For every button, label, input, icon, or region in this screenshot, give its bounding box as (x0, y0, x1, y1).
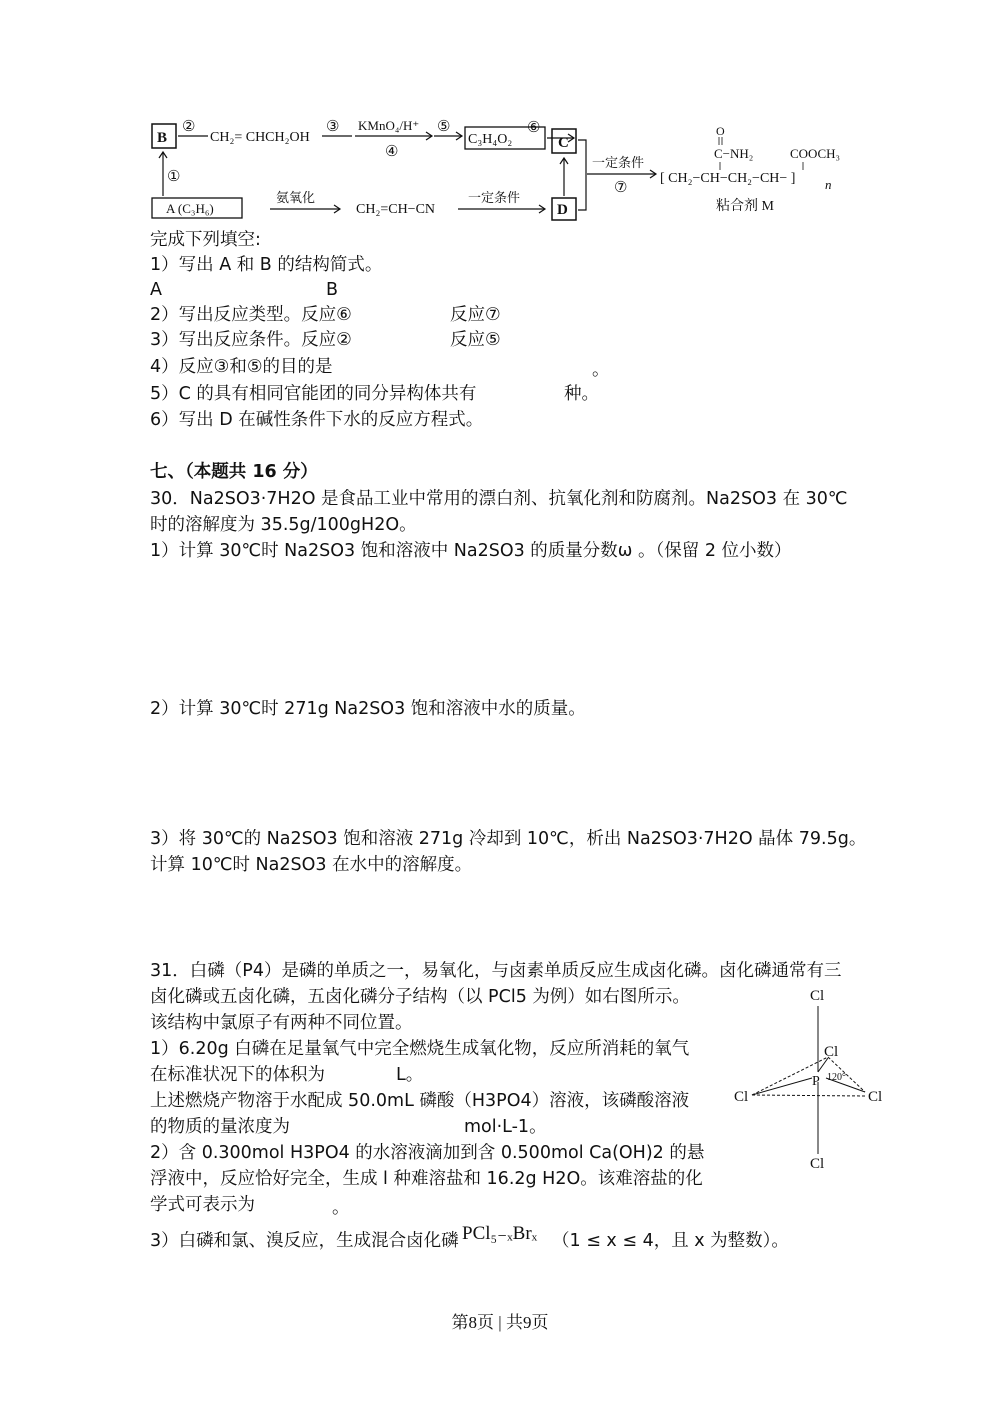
arrow-7-label: ⑦ (614, 180, 628, 196)
section-heading: 七、（本题共 16 分） (150, 462, 318, 482)
polymer-amide: C−NH₂ (714, 146, 754, 161)
polymer-chain: [ CH₂−CH−CH₂−CH− ] (660, 171, 796, 186)
cl-bottom: Cl (810, 1156, 825, 1172)
box-d-label: D (557, 202, 568, 218)
cl-top: Cl (810, 988, 825, 1004)
q29-part5: 5）C 的具有相同官能团的同分异构体共有 (150, 384, 477, 404)
q31-part1c: 上述燃烧产物溶于水配成 50.0mL 磷酸（H3PO4）溶液，该磷酸溶液 (150, 1091, 690, 1111)
q29-part5-end: 种。 (564, 384, 599, 404)
q29-part2b: 反应⑦ (450, 305, 501, 325)
acrylonitrile: CH₂=CH−CN (356, 202, 436, 217)
ammox-label: 氨氧化 (276, 190, 316, 205)
arrow-1-label: ① (167, 169, 181, 185)
c3h4o2: C₃H₄O₂ (468, 132, 513, 147)
q31-part1d-unit: mol·L-1。 (464, 1117, 547, 1137)
q31-part1a: 1）6.20g 白磷在足量氧气中完全燃烧生成氧化物，反应所消耗的氧气 (150, 1039, 690, 1059)
q29-a-label: A (150, 280, 162, 300)
q29-intro: 完成下列填空: (150, 230, 261, 250)
page-footer: 第8页 | 共9页 (451, 1313, 549, 1332)
polymer-o: O (716, 124, 725, 138)
q29-b-label: B (326, 280, 339, 300)
q31-part2a: 2）含 0.300mol H3PO4 的水溶液滴加到含 0.500mol Ca(OH)2 的悬 (150, 1143, 705, 1163)
q31-part1b-unit: L。 (396, 1065, 424, 1085)
arrow-2-label: ② (182, 119, 196, 135)
q29-part3b: 反应⑤ (450, 330, 501, 350)
allyl-alcohol: CH₂= CHCH₂OH (210, 130, 310, 145)
polymer-n: n (825, 177, 832, 192)
arrow-3-label: ③ (326, 119, 340, 135)
q29-part1: 1）写出 A 和 B 的结构简式。 (150, 255, 383, 275)
box-a-label: A (C₃H₆) (166, 201, 214, 216)
q30-part1: 1）计算 30℃时 Na2SO3 饱和溶液中 Na2SO3 的质量分数ω 。（保留 2 位小数） (150, 541, 792, 561)
cond1-label: 一定条件 (468, 190, 521, 205)
polymer-label: 粘合剂 M (716, 199, 774, 214)
q29-part6: 6）写出 D 在碱性条件下水的反应方程式。 (150, 410, 484, 430)
arrow-4-label: ④ (385, 144, 399, 160)
cond2-label: 一定条件 (592, 155, 645, 170)
box-b-label: B (157, 130, 168, 146)
q31-part1b: 在标准状况下的体积为 (150, 1065, 325, 1085)
q31-part3-pre: 3）白磷和氯、溴反应，生成混合卤化磷 (150, 1231, 459, 1251)
kmno4-label: KMnO₄/H⁺ (358, 118, 420, 133)
q31-part2c-end: 。 (332, 1198, 350, 1218)
q31-line2: 卤化磷或五卤化磷，五卤化磷分子结构（以 PCl5 为例）如右图所示。 (150, 987, 690, 1007)
pcl5-structure (730, 982, 900, 1172)
arrow-5-label: ⑤ (437, 119, 451, 135)
cl-left: Cl (734, 1089, 749, 1105)
q30-line2: 时的溶解度为 35.5g/100gH2O。 (150, 515, 417, 535)
q29-part2: 2）写出反应类型。反应⑥ (150, 305, 352, 325)
q31-part3-formula: PCl₅₋ₓBrₓ (462, 1223, 538, 1244)
q30-part2: 2）计算 30℃时 271g Na2SO3 饱和溶液中水的质量。 (150, 699, 586, 719)
q31-line3: 该结构中氯原子有两种不同位置。 (150, 1013, 413, 1033)
q31-part2b: 浮液中，反应恰好完全，生成 l 种难溶盐和 16.2g H2O。该难溶盐的化 (150, 1169, 703, 1189)
q31-line1: 31．白磷（P4）是磷的单质之一，易氧化，与卤素单质反应生成卤化磷。卤化磷通常有三 (150, 961, 842, 981)
cl-mid: Cl (824, 1044, 839, 1060)
q31-part1d: 的物质的量浓度为 (150, 1117, 290, 1137)
q31-part2c: 学式可表示为 (150, 1195, 255, 1215)
cl-right: Cl (868, 1089, 883, 1105)
polymer-ester: COOCH₃ (790, 146, 841, 161)
p-atom: P (812, 1074, 820, 1089)
q29-part4: 4）反应③和⑤的目的是 (150, 357, 333, 377)
q31-part3-post: （1 ≤ x ≤ 4，且 x 为整数）。 (552, 1231, 789, 1251)
box-c-label: C (558, 135, 569, 151)
q29-part3: 3）写出反应条件。反应② (150, 330, 352, 350)
arrow-6-label: ⑥ (527, 120, 541, 136)
q29-part4-end: 。 (592, 360, 610, 380)
reaction-scheme (0, 0, 1000, 240)
q30-line1: 30．Na2SO3·7H2O 是食品工业中常用的漂白剂、抗氧化剂和防腐剂。Na2SO3 在 30℃ (150, 489, 848, 509)
angle-label: 120° (827, 1072, 846, 1083)
q30-part3a: 3）将 30℃的 Na2SO3 饱和溶液 271g 冷却到 10℃，析出 Na2SO3·7H2O 晶体 79.5g。 (150, 829, 867, 849)
q30-part3b: 计算 10℃时 Na2SO3 在水中的溶解度。 (150, 855, 473, 875)
